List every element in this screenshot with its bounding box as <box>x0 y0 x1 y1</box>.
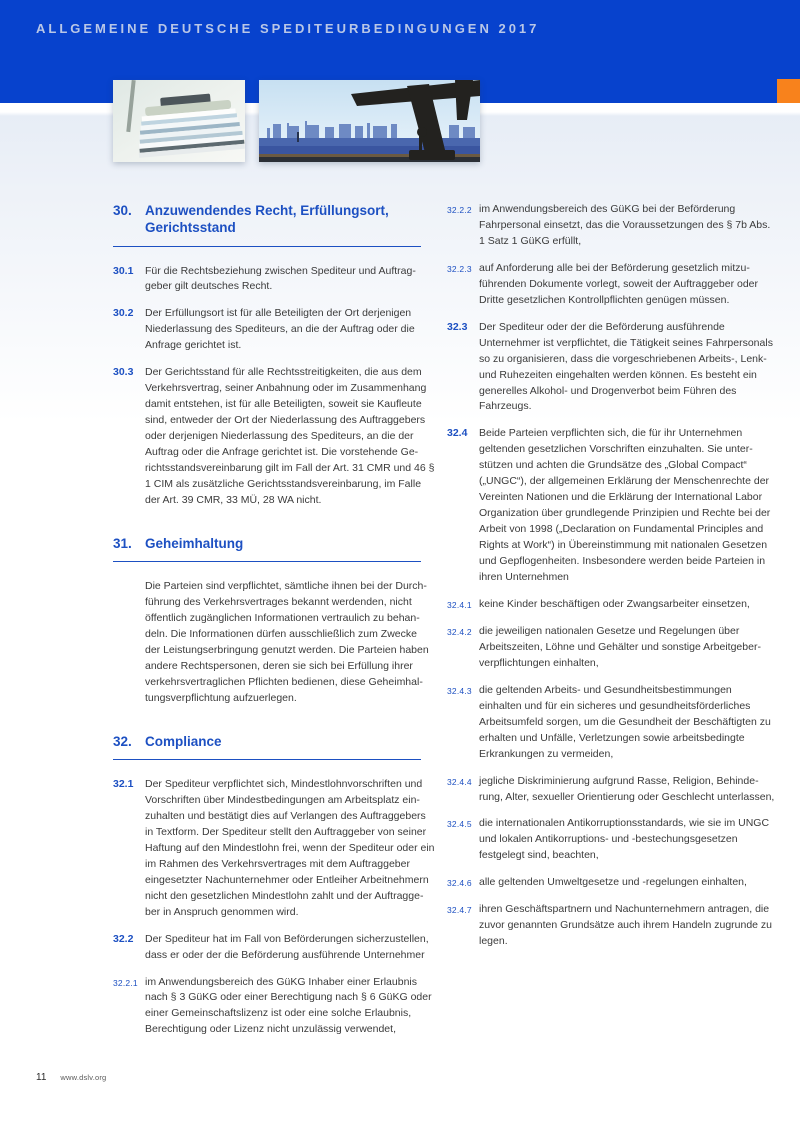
clause-32-2-3 <box>447 261 777 309</box>
clause-30-1 <box>113 264 435 296</box>
website-url: www.dslv.org <box>60 1073 107 1082</box>
orange-accent-square <box>777 79 800 103</box>
clause-number: 30.1 <box>113 264 134 277</box>
section-30-heading <box>113 202 435 247</box>
clause-text: die internationalen Antikorruptionsstandards, wie sie im UNGC und lokalen Antikorruptions- und -bestechungsgesetzen festgelegt sind, beachten, <box>479 817 770 862</box>
clause-number: 32.4.3 <box>447 685 472 696</box>
clause-32-4 <box>447 426 777 586</box>
section-divider <box>113 561 421 562</box>
clause-number: 32.4.4 <box>447 776 472 787</box>
clause-number: 32.1 <box>113 778 134 791</box>
clause-32-1 <box>113 777 435 921</box>
section-number: 30. <box>113 203 132 218</box>
clause-number: 32.2 <box>113 932 134 945</box>
clause-number: 32.3 <box>447 320 468 333</box>
clause-number: 30.3 <box>113 366 134 379</box>
section-32-heading <box>113 733 435 760</box>
clause-text: keine Kinder beschäftigen oder Zwangsarbeiter einsetzen, <box>479 597 750 610</box>
clause-number: 32.4.2 <box>447 626 472 637</box>
clause-number: 32.4.6 <box>447 878 472 889</box>
clause-number: 32.2.2 <box>447 205 472 215</box>
page-footer <box>36 1072 106 1083</box>
document-title: ALLGEMEINE DEUTSCHE SPEDITEURBEDINGUNGEN 2017 <box>36 21 540 36</box>
clause-text: auf Anforderung alle bei der Beförderung gesetzlich mitzuführenden Dokumente vorlegt, soweit der Auftraggeber oder Dritte gesetzlichen Kontrollpflichten genügen müssen. <box>479 261 759 306</box>
clause-number: 30.2 <box>113 307 134 320</box>
clause-text: die jeweiligen nationalen Gesetze und Regelungen über Arbeitszeiten, Löhne und Gehälter und sonstige Arbeitgeberverpflichtungen einhalten, <box>479 624 761 669</box>
clause-text: Der Spediteur oder der die Beförderung ausführende Unternehmer ist verpflichtet, die Tätigkeit seines Fahrpersonals so zu organisieren, dass die vorgeschriebenen Arbeits-, Lenk- und Ruhezeiten eingehalten werden können. Es besteht ein generelles Alkohol- und Drogenverbot beim Führen des Fahrzeugs. <box>479 320 773 413</box>
clause-32-4-3 <box>447 683 777 763</box>
clause-number: 32.2.3 <box>447 263 472 274</box>
clause-32-4-6 <box>447 875 777 891</box>
left-column <box>113 202 435 1049</box>
clause-text: jegliche Diskriminierung aufgrund Rasse, Religion, Behinderung, Alter, sexueller Orientierung oder Geschlecht unterlassen, <box>479 774 775 803</box>
clause-text: Der Erfüllungsort ist für alle Beteiligten der Ort derjenigen Niederlassung des Spediteurs, an die der Auftrag oder die Anfrage gerichtet ist. <box>145 307 415 352</box>
section-number: 32. <box>113 733 132 749</box>
section-divider <box>113 759 421 760</box>
clause-text: die geltenden Arbeits- und Gesundheitsbestimmungen einhalten und für ein sicheres und gesundheitsförderliches Arbeitsumfeld sorgen, um die Gesundheit der Beschäftigten zu erhalten und Unfälle, Verletzungen sowie arbeitsbedingte Erkrankungen zu vermeiden, <box>479 683 771 760</box>
clause-text: alle geltenden Umweltgesetze und -regelungen einhalten, <box>479 876 747 889</box>
clause-text: Beide Parteien verpflichten sich, die für ihr Unternehmen geltenden gesetzlichen Vorschriften einzuhalten. Sie unterstützen und achten die Grundsätze des „Global Compact“ („UNGC“), der allgemeinen Erklärung der Menschenrechte der Vereinten Nationen und die Erklärung der International Labor Organization über grundlegende Prinzipien und Rechte bei der Arbeit von 1998 („Declaration on Fundamental Principles and Rights at Work“) in Übereinstimmung mit nationalen Gesetzen und Gepflogenheiten. Insbesondere werden beide Parteien in ihren Unternehmen <box>479 427 771 584</box>
section-title: Geheimhaltung <box>145 535 244 551</box>
clause-text: ihren Geschäftspartnern und Nachunternehmern antragen, die zuvor genannten Grundsätze auch ihrem Handeln zugrunde zu legen. <box>479 903 773 948</box>
clause-text: Der Spediteur hat im Fall von Beförderungen sicherzustellen, dass er oder der die Beförderung ausführende Unternehmer <box>145 932 429 961</box>
clause-32-2 <box>113 932 435 964</box>
paper-stack-photo <box>113 80 245 162</box>
clause-number: 32.4.7 <box>447 905 472 916</box>
clause-text: im Anwendungsbereich des GüKG bei der Beförderung Fahrpersonal einsetzt, das die Voraussetzungen des § 7b Abs. 1 Satz 1 GüKG erfüllt, <box>479 203 771 247</box>
clause-32-4-2 <box>447 624 777 672</box>
section-31-heading <box>113 535 435 562</box>
right-column <box>447 202 777 961</box>
clause-number: 32.4.1 <box>447 599 472 610</box>
section-title: Compliance <box>145 733 222 749</box>
clause-number: 32.4.5 <box>447 819 472 830</box>
clause-text: Der Gerichtsstand für alle Rechtsstreitigkeiten, die aus dem Verkehrsvertrag, seiner Anbahnung oder im Zusammenhang damit entstehen, ist für alle Beteiligten, soweit sie Kaufleute sind, entweder der Ort der Niederlassung des Auftraggebers oder derjenigen Niederlassung des Spediteurs, an die der Auftrag oder die Anfrage gerichtet ist. Die vorstehende Gerichtsstandsvereinbarung gilt im Fall der Art. 31 CMR und 46 § 1 CIM als zusätzliche Gerichtsstandsvereinbarung, im Falle der Art. 39 CMR, 33 MÜ, 28 WA nicht. <box>145 366 435 506</box>
clause-32-2-1 <box>113 975 435 1039</box>
clause-text: Die Parteien sind verpflichtet, sämtliche ihnen bei der Durchführung des Verkehrsvertrages bekannt werdenden, nicht öffentlich zugänglichen Informationen vertraulich zu behandeln. Die Informationen dürfen ausschließlich zum Zwecke der Leistungserbringung genutzt werden. Die Parteien haben andere Rechtspersonen, deren sie sich bei Erfüllung ihrer verkehrsvertraglichen Pflichten bedienen, diese Geheimhaltungsverpflichtung aufzuerlegen. <box>145 580 429 704</box>
clause-32-4-1 <box>447 597 777 613</box>
clause-32-4-5 <box>447 816 777 864</box>
clause-31-body <box>113 579 435 707</box>
clause-32-3 <box>447 320 777 416</box>
clause-30-3 <box>113 365 435 509</box>
clause-text: Der Spediteur verpflichtet sich, Mindestlohnvorschriften und Vorschriften über Mindestbedingungen am Arbeitsplatz einzuhalten und bestätigt dies auf Verlangen des Auftraggebers in Textform. Der Spediteur stellt den Auftraggeber von seiner Haftung auf den Mindestlohn frei, wenn der Spediteur oder ein im Rahmen des Verkehrsvertrages mit dem Auftraggeber eingesetzter Nachunternehmer oder Entleiher Arbeitnehmern nicht den gesetzlichen Mindestlohn zahlt und der Auftraggeber in Anspruch genommen wird. <box>145 778 435 918</box>
clause-text: Für die Rechtsbeziehung zwischen Spediteur und Auftraggeber gilt deutsches Recht. <box>145 264 416 293</box>
clause-text: im Anwendungsbereich des GüKG Inhaber einer Erlaubnis nach § 3 GüKG oder einer Berechtigung nach § 6 GüKG oder einer Gemeinschaftslizenz ist oder eine solche Erlaubnis, Berechtigung oder Lizenz nicht unzulässig verwendet, <box>145 975 432 1036</box>
harbor-crane-photo <box>259 80 480 162</box>
section-divider <box>113 246 421 247</box>
clause-32-4-4 <box>447 774 777 806</box>
page-number: 11 <box>36 1072 47 1083</box>
section-number: 31. <box>113 535 132 551</box>
clause-32-2-2 <box>447 202 777 250</box>
clause-30-2 <box>113 306 435 354</box>
section-title: Anzuwendendes Recht, Erfüllungsort, Gerichtsstand <box>145 203 389 236</box>
clause-number: 32.4 <box>447 427 468 440</box>
clause-32-4-7 <box>447 902 777 950</box>
clause-number: 32.2.1 <box>113 977 138 988</box>
